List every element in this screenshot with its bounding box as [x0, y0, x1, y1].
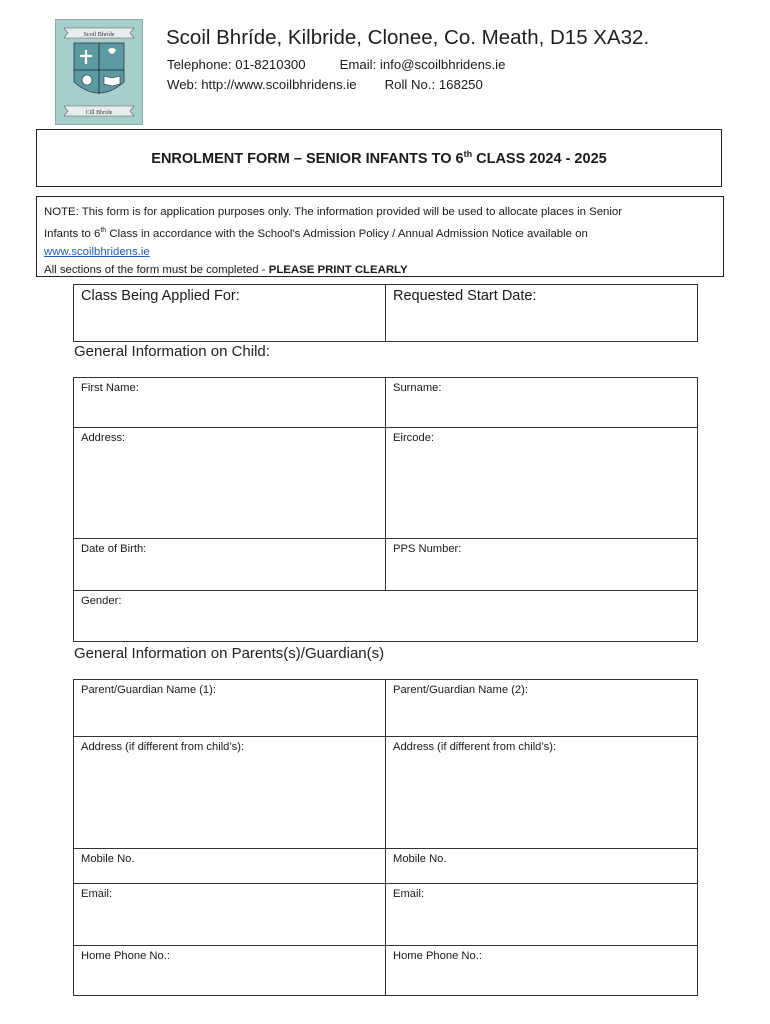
svg-text:Scoil Bhríde: Scoil Bhríde	[83, 31, 115, 38]
application-table	[73, 284, 698, 342]
date-of-birth-field[interactable]	[74, 539, 386, 591]
gender-label: Gender:	[81, 595, 122, 607]
email-1-field[interactable]	[74, 884, 386, 946]
eircode-label: Eircode:	[393, 432, 435, 444]
home-phone-1-label: Home Phone No.:	[81, 950, 170, 962]
date-of-birth-label: Date of Birth:	[81, 543, 147, 555]
child-address-label: Address:	[81, 432, 126, 444]
parents-section-heading: General Information on Parents(s)/Guardian(s)	[74, 645, 385, 662]
web-text: Web: http://www.scoilbhridens.ie	[167, 77, 357, 92]
parent-address-1-field[interactable]	[74, 737, 386, 849]
child-info-table	[73, 377, 698, 642]
gender-field[interactable]	[74, 591, 698, 642]
home-phone-2-label: Home Phone No.:	[393, 950, 482, 962]
email-2-label: Email:	[393, 888, 425, 900]
parent-address-2-label: Address (if different from child’s):	[393, 741, 557, 753]
note-line-4: All sections of the form must be completed - PLEASE PRINT CLEARLY	[44, 264, 408, 277]
telephone-text: Telephone: 01-8210300	[167, 57, 306, 72]
home-phone-2-field[interactable]	[386, 946, 698, 996]
parent-name-2-field[interactable]	[386, 680, 698, 737]
note-line-2: Infants to 6th Class in accordance with the School’s Admission Policy / Annual Admission Notice available on	[44, 226, 588, 240]
child-address-field[interactable]	[74, 428, 386, 539]
roll-number-text: Roll No.: 168250	[384, 77, 483, 92]
surname-label: Surname:	[393, 382, 442, 394]
form-title-box	[36, 129, 722, 187]
child-section-heading: General Information on Child:	[74, 343, 270, 360]
email-2-field[interactable]	[386, 884, 698, 946]
note-line-1: NOTE: This form is for application purposes only. The information provided will be used to allocate places in Senior	[44, 206, 623, 218]
email-text: Email: info@scoilbhridens.ie	[339, 57, 506, 72]
mobile-2-label: Mobile No.	[393, 853, 447, 865]
parents-info-table	[73, 679, 698, 996]
first-name-label: First Name:	[81, 382, 139, 394]
contact-line-2	[167, 77, 483, 92]
school-website-link[interactable]: www.scoilbhridens.ie	[44, 245, 150, 258]
mobile-2-field[interactable]	[386, 849, 698, 884]
home-phone-1-field[interactable]	[74, 946, 386, 996]
parent-name-1-label: Parent/Guardian Name (1):	[81, 684, 216, 696]
class-applied-label: Class Being Applied For:	[81, 288, 240, 304]
mobile-1-field[interactable]	[74, 849, 386, 884]
form-title: ENROLMENT FORM – SENIOR INFANTS TO 6th CLASS 2024 - 2025	[151, 149, 607, 167]
parent-name-2-label: Parent/Guardian Name (2):	[393, 684, 528, 696]
pps-number-field[interactable]	[386, 539, 698, 591]
email-1-label: Email:	[81, 888, 113, 900]
mobile-1-label: Mobile No.	[81, 853, 135, 865]
school-name: Scoil Bhríde, Kilbride, Clonee, Co. Meath, D15 XA32.	[166, 26, 650, 49]
note-box	[36, 196, 724, 277]
pps-number-label: PPS Number:	[393, 543, 462, 555]
surname-field[interactable]	[386, 378, 698, 428]
school-crest-logo	[55, 19, 143, 125]
eircode-field[interactable]	[386, 428, 698, 539]
parent-address-1-label: Address (if different from child’s):	[81, 741, 245, 753]
parent-address-2-field[interactable]	[386, 737, 698, 849]
contact-line-1	[167, 57, 505, 72]
start-date-field[interactable]	[386, 285, 698, 342]
print-clearly-text: PLEASE PRINT CLEARLY	[268, 264, 408, 277]
first-name-field[interactable]	[74, 378, 386, 428]
parent-name-1-field[interactable]	[74, 680, 386, 737]
class-applied-field[interactable]	[74, 285, 386, 342]
svg-text:Cill Bhríde: Cill Bhríde	[85, 110, 113, 116]
start-date-label: Requested Start Date:	[393, 288, 537, 304]
